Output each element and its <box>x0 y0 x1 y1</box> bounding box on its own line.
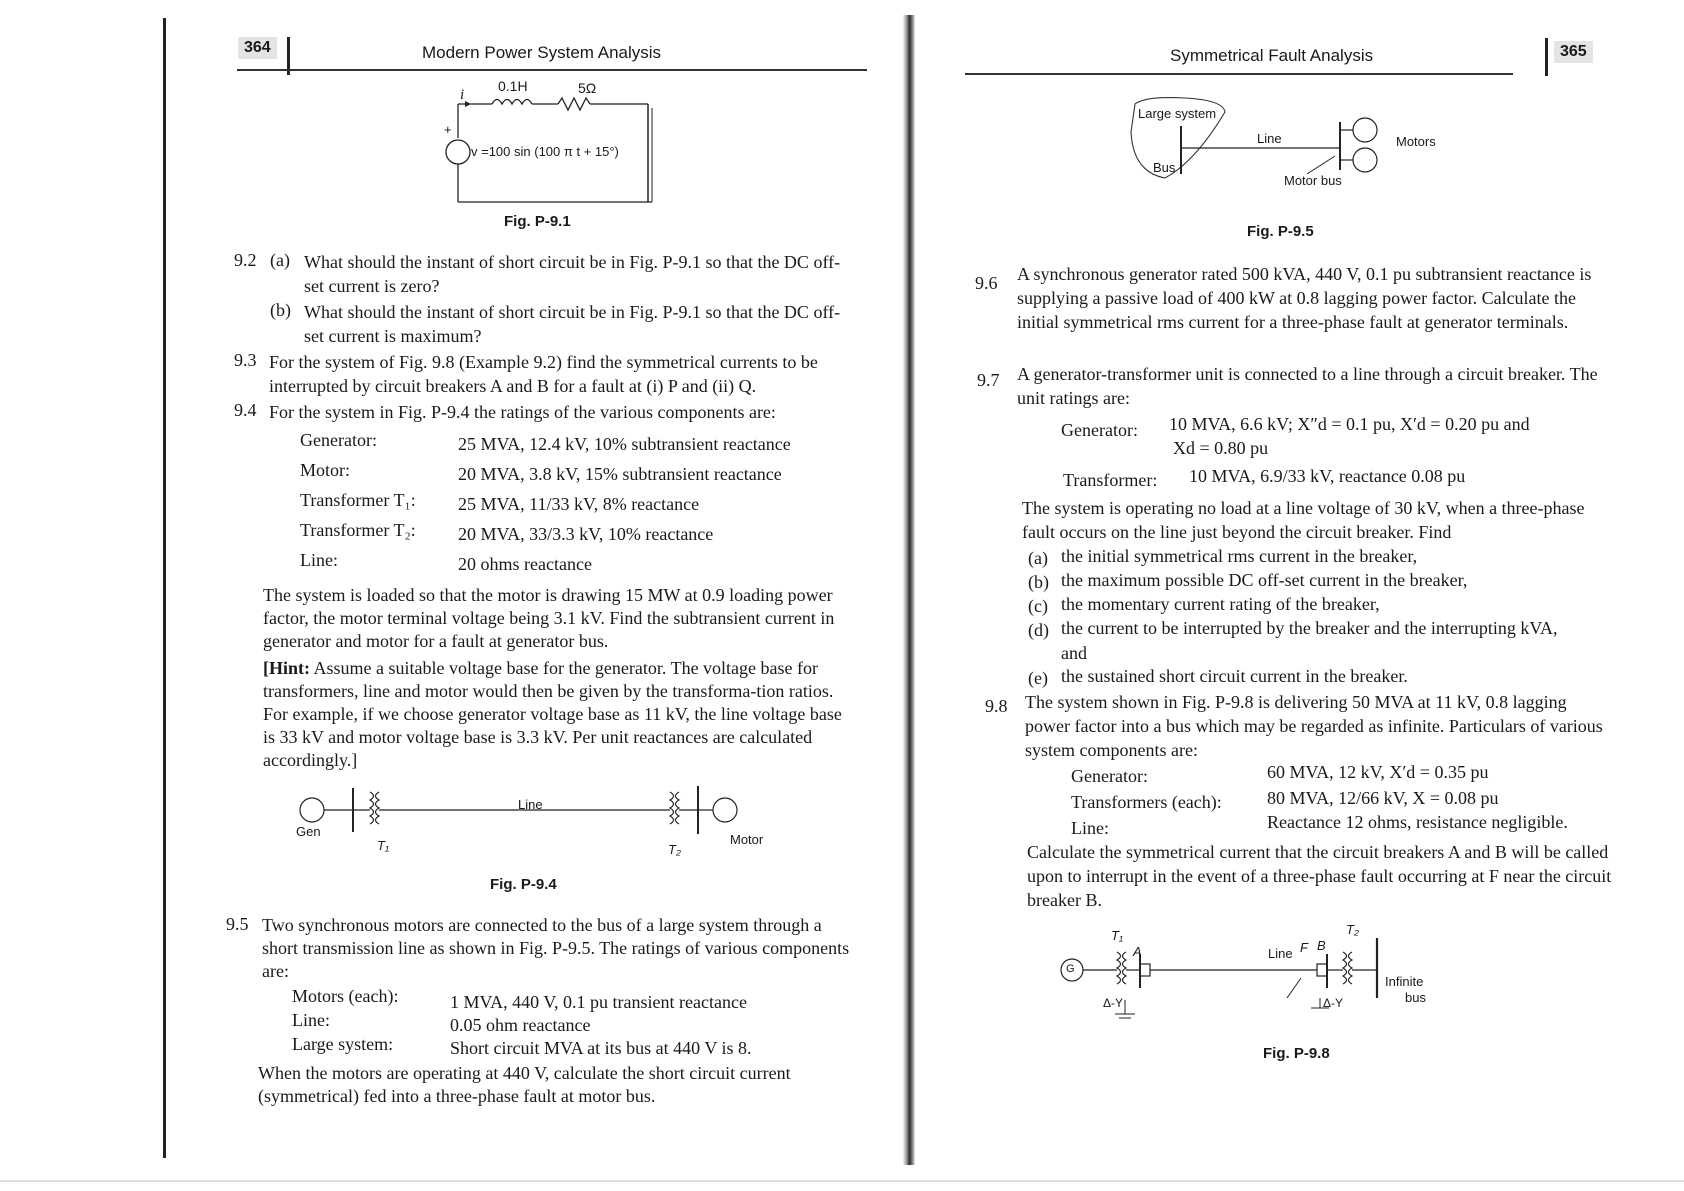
item-text: the maximum possible DC off-set current in the breaker, <box>1061 570 1468 590</box>
problem-text: A synchronous generator rated 500 kVA, 440 V, 0.1 pu subtransient reactance is supplying a passive load of 400 kW at 0.8 lagging power factor. Calculate the initial symmetrical rms current for a three-phase fault at generator terminals. <box>1017 264 1592 332</box>
generator-label: G <box>1066 963 1075 975</box>
figure-caption: Fig. P-9.4 <box>490 876 557 893</box>
problem-text: The system shown in Fig. P-9.8 is delivering 50 MVA at 11 kV, 0.8 lagging power factor into a bus which may be regarded as infinite. Particulars of various system components are: <box>1025 692 1603 760</box>
figure-p9-1-circuit <box>440 72 670 207</box>
motors-label: Motors <box>1396 134 1436 149</box>
rating-name: Generator: <box>300 430 377 450</box>
problem-number: 9.5 <box>226 914 249 934</box>
rating-name: Generator: <box>1061 420 1138 440</box>
page-number: 365 <box>1554 41 1593 63</box>
rating-value: 20 ohms reactance <box>458 554 592 574</box>
rating-value: 10 MVA, 6.6 kV; X″d = 0.1 pu, X′d = 0.20 pu and <box>1169 414 1530 434</box>
source-label: v =100 sin (100 π t + 15°) <box>471 144 619 159</box>
item-text: the momentary current rating of the breaker, <box>1061 594 1380 614</box>
rating-name: Transformers (each): <box>1071 792 1222 812</box>
item-text: the current to be interrupted by the breaker and the interrupting kVA, <box>1061 618 1558 638</box>
problem-text: For the system in Fig. P-9.4 the ratings of the various components are: <box>269 402 776 422</box>
item-text: and <box>1061 643 1087 663</box>
figure-p9-8-diagram <box>1055 930 1495 1030</box>
connection-label: Δ-Y <box>1103 996 1124 1010</box>
t1-label: T₁ <box>1111 928 1124 943</box>
figure-caption: Fig. P-9.8 <box>1263 1045 1330 1062</box>
line-label: Line <box>518 797 543 812</box>
item-label: (a) <box>270 250 290 270</box>
rating-name: Line: <box>1071 818 1109 838</box>
motor-bus-label: Motor bus <box>1284 173 1342 188</box>
rating-value: 10 MVA, 6.9/33 kV, reactance 0.08 pu <box>1189 466 1466 486</box>
item-label: (b) <box>270 300 291 320</box>
problem-number: 9.3 <box>234 350 257 370</box>
problem-number: 9.2 <box>234 250 257 270</box>
running-head: Symmetrical Fault Analysis <box>1170 46 1374 65</box>
hint-label: [Hint: <box>263 658 310 678</box>
problem-text: Two synchronous motors are connected to the bus of a large system through a short transmission line as shown in Fig. P-9.5. The ratings of various components are: <box>262 915 850 981</box>
item-label: (b) <box>1028 572 1049 592</box>
rating-name: Large system: <box>292 1034 394 1054</box>
item-label: (d) <box>1028 620 1049 640</box>
breaker-a-label: A <box>1133 944 1142 959</box>
problem-text: A generator-transformer unit is connected to a line through a circuit breaker. The unit ratings are: <box>1017 364 1598 408</box>
resistor-label: 5Ω <box>578 80 597 96</box>
inductor-label: 0.1H <box>498 78 528 94</box>
problem-number: 9.8 <box>985 696 1008 716</box>
rating-name: Transformer T₁: <box>300 490 416 510</box>
figure-caption: Fig. P-9.1 <box>504 213 571 230</box>
hint-text <box>263 657 855 772</box>
item-label: (e) <box>1028 668 1048 688</box>
rating-name: Motors (each): <box>292 986 399 1006</box>
rating-value: Xd = 0.80 pu <box>1173 438 1269 458</box>
header-rule <box>965 73 1513 75</box>
problem-number: 9.4 <box>234 400 257 420</box>
rating-value: 20 MVA, 3.8 kV, 15% subtransient reactance <box>458 464 782 484</box>
t1-label: T₁ <box>377 838 390 853</box>
rating-value: 60 MVA, 12 kV, X′d = 0.35 pu <box>1267 762 1489 782</box>
item-text: the initial symmetrical rms current in the breaker, <box>1061 546 1418 566</box>
rating-value: 1 MVA, 440 V, 0.1 pu transient reactance <box>450 992 747 1012</box>
header-rule <box>237 69 867 71</box>
problem-text: The system is loaded so that the motor is drawing 15 MW at 0.9 loading power factor, the motor terminal voltage being 3.1 kV. Find the subtransient current in generator and motor for a fault at generator bus. <box>263 585 835 651</box>
rating-name: Line: <box>300 550 338 570</box>
running-head: Modern Power System Analysis <box>422 43 662 62</box>
hint-body: Assume a suitable voltage base for the generator. The voltage base for transformers, line and motor would then be given by the transforma-tion ratios. For example, if we choose generator voltage base as 11 kV, the line voltage base is 33 kV and motor voltage base is 3.3 kV. Per unit reactances are calculated accordingly.] <box>263 658 842 770</box>
problem-number: 9.6 <box>975 273 998 293</box>
breaker-b-label: B <box>1317 938 1326 953</box>
t2-label: T₂ <box>668 842 681 857</box>
right-page <box>915 0 1684 1191</box>
rating-value: Reactance 12 ohms, resistance negligible. <box>1267 812 1568 832</box>
problem-text: The system is operating no load at a line voltage of 30 kV, when a three-phase fault occurs on the line just beyond the circuit breaker. Find <box>1022 498 1585 542</box>
book-spine <box>903 15 915 1165</box>
problem-text: Calculate the symmetrical current that the circuit breakers A and B will be called upon to interrupt in the event of a three-phase fault occurring at F near the circuit breaker B. <box>1027 842 1612 910</box>
item-label: (c) <box>1028 596 1048 616</box>
rating-value: 80 MVA, 12/66 kV, X = 0.08 pu <box>1267 788 1499 808</box>
bus-label: Bus <box>1153 160 1176 175</box>
motor-label: Motor <box>730 832 764 847</box>
large-system-label: Large system <box>1138 106 1217 121</box>
t2-label: T₂ <box>1346 922 1359 937</box>
problem-text: What should the instant of short circuit be in Fig. P-9.1 so that the DC off-set current is maximum? <box>304 302 841 346</box>
rating-name: Generator: <box>1071 766 1148 786</box>
rating-value: 25 MVA, 11/33 kV, 8% reactance <box>458 494 700 514</box>
problem-text: For the system of Fig. 9.8 (Example 9.2) find the symmetrical currents to be interrupted by circuit breakers A and B for a fault at (i) P and (ii) Q. <box>269 352 818 396</box>
gen-label: Gen <box>296 824 321 839</box>
connection-label: Δ-Y <box>1323 996 1344 1010</box>
rating-value: 20 MVA, 33/3.3 kV, 10% reactance <box>458 524 714 544</box>
bus-label: bus <box>1405 990 1426 1005</box>
line-label: Line <box>1257 131 1282 146</box>
problem-text: When the motors are operating at 440 V, calculate the short circuit current (symmetrical) fed into a three-phase fault at motor bus. <box>258 1063 791 1106</box>
rating-name: Transformer: <box>1063 470 1158 490</box>
problem-text: What should the instant of short circuit be in Fig. P-9.1 so that the DC off-set current is zero? <box>304 252 841 296</box>
header-rule-vertical <box>1545 38 1548 76</box>
rating-value: 25 MVA, 12.4 kV, 10% subtransient reactance <box>458 434 791 454</box>
figure-caption: Fig. P-9.5 <box>1247 223 1314 240</box>
rating-name: Line: <box>292 1010 330 1030</box>
rating-value: Short circuit MVA at its bus at 440 V is 8. <box>450 1038 752 1058</box>
item-label: (a) <box>1028 548 1048 568</box>
rating-value: 0.05 ohm reactance <box>450 1015 591 1035</box>
plus-label: + <box>444 122 452 137</box>
item-text: the sustained short circuit current in the breaker. <box>1061 666 1408 686</box>
page-number: 364 <box>238 37 277 59</box>
line-label: Line <box>1268 946 1293 961</box>
rating-name: Motor: <box>300 460 351 480</box>
problem-number: 9.7 <box>977 370 1000 390</box>
figure-p9-4-diagram <box>295 780 775 860</box>
rating-name: Transformer T₂: <box>300 520 416 540</box>
fault-f-label: F <box>1300 940 1308 955</box>
current-label: i <box>460 87 465 103</box>
infinite-label: Infinite <box>1385 974 1424 989</box>
